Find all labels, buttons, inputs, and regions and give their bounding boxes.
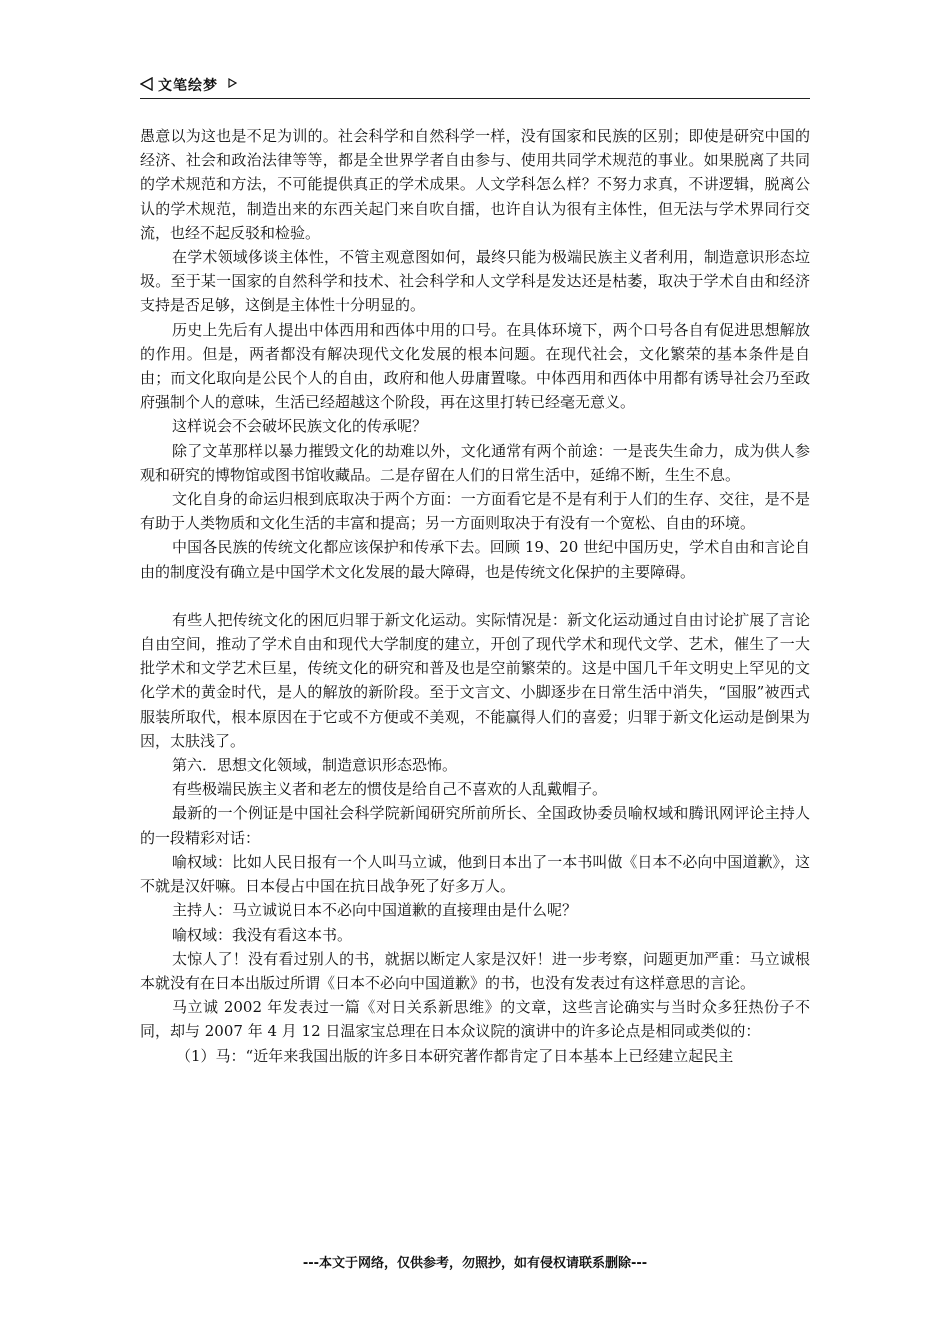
paragraph: 中国各民族的传统文化都应该保护和传承下去。回顾 19、20 世纪中国历史，学术自由和言论自由的制度没有确立是中国学术文化发展的最大障碍，也是传统文化保护的主要障碍。 <box>140 538 810 581</box>
triangle-left-icon <box>140 77 153 91</box>
paragraph: 除了文革那样以暴力摧毁文化的劫难以外，文化通常有两个前途：一是丧失生命力，成为供人参观和研究的博物馆或图书馆收藏品。二是存留在人们的日常生活中，延绵不断，生生不息。 <box>140 441 810 484</box>
paragraph-spacer <box>140 584 810 608</box>
document-body <box>140 124 810 1068</box>
page-footer-disclaimer: ---本文于网络，仅供参考，勿照抄，如有侵权请联系删除--- <box>302 1256 648 1271</box>
paragraph: 文化自身的命运归根到底取决于两个方面：一方面看它是不是有利于人们的生存、交往，是不是有助于人类物质和文化生活的丰富和提高；另一方面则取决于有没有一个宽松、自由的环境。 <box>140 490 810 533</box>
paragraph: 最新的一个例证是中国社会科学院新闻研究所前所长、全国政协委员喻权域和腾讯网评论主持人的一段精彩对话： <box>140 804 810 847</box>
dialogue-line: 喻权域：比如人民日报有一个人叫马立诚，他到日本出了一本书叫做《日本不必向中国道歉》，这不就是汉奸嘛。日本侵占中国在抗日战争死了好多万人。 <box>140 852 810 896</box>
paragraph: 历史上先后有人提出中体西用和西体中用的口号。在具体环境下，两个口号各自有促进思想解放的作用。但是，两者都没有解决现代文化发展的根本问题。在现代社会，文化繁荣的基本条件是自由；而文化取向是公民个人的自由，政府和他人毋庸置喙。中体西用和西体中用都有诱导社会乃至政府强制个人的意味，生活已经超越这个阶段，再在这里打转已经毫无意义。 <box>140 320 810 412</box>
page-header <box>140 72 810 99</box>
paragraph: 马立诚 2002 年发表过一篇《对日关系新思维》的文章，这些言论确实与当时众多狂热份子不同，却与 2007 年 4 月 12 日温家宝总理在日本众议院的演讲中的许多论点是相同或类似的： <box>140 998 810 1041</box>
paragraph: 愚意以为这也是不足为训的。社会科学和自然科学一样，没有国家和民族的区别；即使是研究中国的经济、社会和政治法律等等，都是全世界学者自由参与、使用共同学术规范的事业。如果脱离了共同的学术规范和方法，不可能提供真正的学术成果。人文学科怎么样？不努力求真，不讲逻辑，脱离公认的学术规范，制造出来的东西关起门来自吹自擂，也许自认为很有主体性，但无法与学术界同行交流，也经不起反驳和检验。 <box>140 127 810 242</box>
dialogue-line: 喻权域：我没有看这本书。 <box>172 925 353 944</box>
paragraph: 太惊人了！没有看过别人的书，就据以断定人家是汉奸！进一步考察，问题更加严重：马立诚根本就没有在日本出版过所谓《日本不必向中国道歉》的书，也没有发表过有这样意思的言论。 <box>140 949 810 992</box>
numbered-item: （1）马：“近年来我国出版的许多日本研究著作都肯定了日本基本上已经建立起民主 <box>176 1046 734 1065</box>
paragraph: 有些极端民族主义者和老左的惯伎是给自己不喜欢的人乱戴帽子。 <box>172 780 608 799</box>
header-title: 文笔绘梦 <box>158 78 218 94</box>
paragraph: 在学术领域侈谈主体性，不管主观意图如何，最终只能为极端民族主义者利用，制造意识形态垃圾。至于某一国家的自然科学和技术、社会科学和人文学科是发达还是枯萎，取决于学术自由和经济支持是否足够，这倒是主体性十分明显的。 <box>140 248 810 315</box>
triangle-right-icon <box>228 78 237 88</box>
section-heading: 第六．思想文化领域，制造意识形态恐怖。 <box>172 756 458 775</box>
paragraph: 有些人把传统文化的困厄归罪于新文化运动。实际情况是：新文化运动通过自由讨论扩展了言论自由空间，推动了学术自由和现代大学制度的建立，开创了现代学术和现代文学、艺术，催生了一大批学术和文学艺术巨星，传统文化的研究和普及也是空前繁荣的。这是中国几千年文明史上罕见的文化学术的黄金时代，是人的解放的新阶段。至于文言文、小脚逐步在日常生活中消失，“国服”被西式服装所取代，根本原因在于它或不方便或不美观，不能赢得人们的喜爱；归罪于新文化运动是倒果为因，太肤浅了。 <box>140 610 810 750</box>
paragraph: 这样说会不会破坏民族文化的传承呢？ <box>172 417 428 436</box>
dialogue-line: 主持人：马立诚说日本不必向中国道歉的直接理由是什么呢？ <box>172 901 578 920</box>
